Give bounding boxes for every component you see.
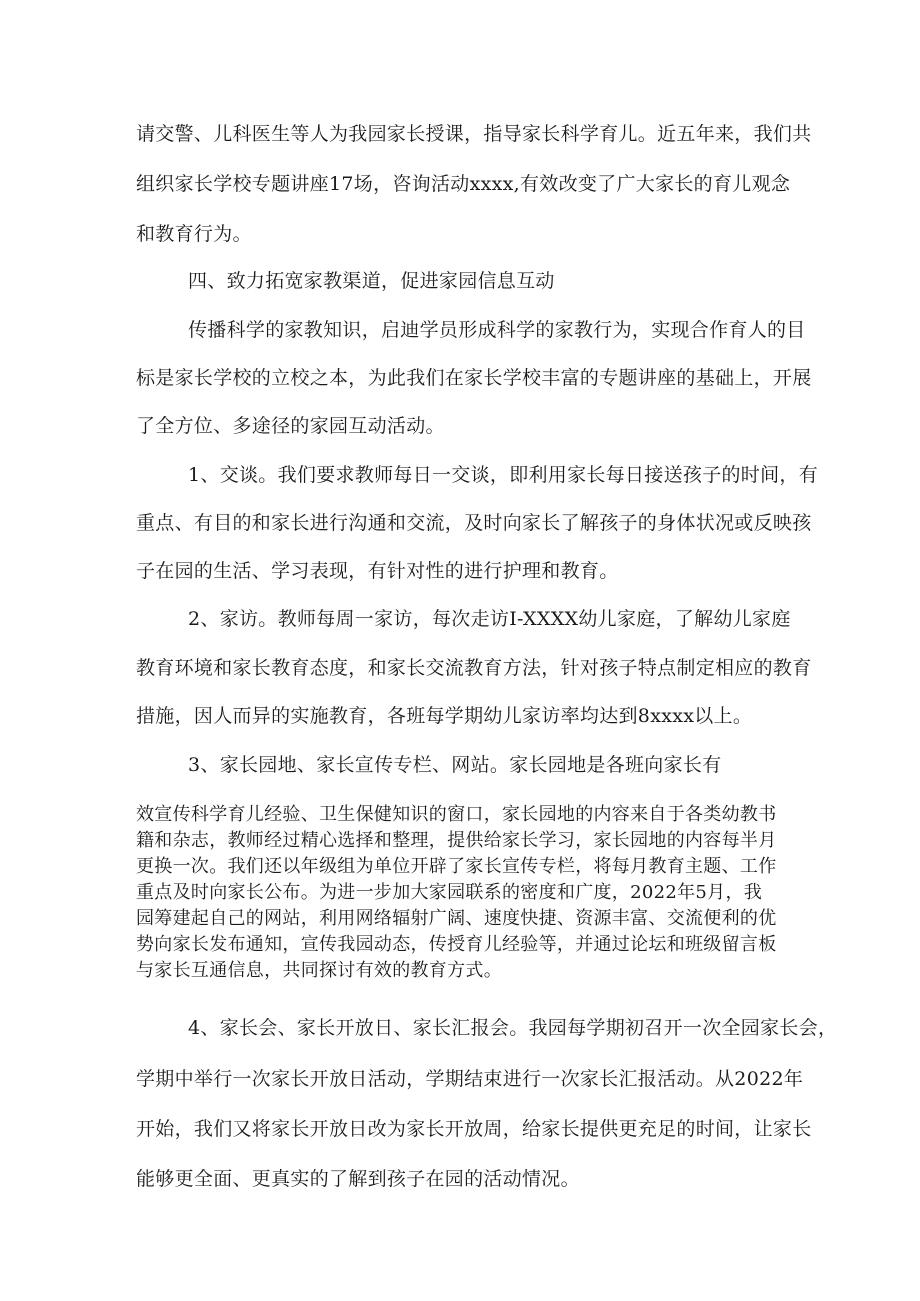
text-line: 子在园的生活、学习表现，有针对性的进行护理和教育。 — [136, 560, 619, 582]
text-line: 更换一次。我们还以年级组为单位开辟了家长宣传专栏，将每月教育主题、工作 — [136, 856, 777, 877]
text-line: 措施，因人而异的实施教育，各班每学期幼儿家访率均达到8xxxx以上。 — [136, 705, 753, 727]
text-line: 效宣传科学育儿经验、卫生保健知识的窗口，家长园地的内容来自于各类幼教书 — [136, 804, 777, 825]
text-line: 开始，我们又将家长开放日改为家长开放周，给家长提供更充足的时间，让家长 — [136, 1118, 812, 1140]
text-line: 传播科学的家教知识，启迪学员形成科学的家教行为，实现合作育人的目 — [188, 319, 806, 341]
text-line: 学期中举行一次家长开放日活动，学期结束进行一次家长汇报活动。从2022年 — [136, 1068, 804, 1090]
text-line: 2、家访。教师每周一家访，每次走访I-XXXX幼儿家庭，了解幼儿家庭 — [188, 608, 791, 630]
text-line: 标是家长学校的立校之本，为此我们在家长学校丰富的专题讲座的基础上，开展 — [136, 367, 812, 389]
text-line: 籍和杂志，教师经过精心选择和整理，提供给家长学习，家长园地的内容每半月 — [136, 830, 777, 851]
text-line: 重点及时向家长公布。为进一步加大家园联系的密度和广度，2022年5月，我 — [136, 882, 763, 903]
text-line: 园筹建起自己的网站，利用网络辐射广阔、速度快捷、资源丰富、交流便利的优 — [136, 908, 777, 929]
text-line: 4、家长会、家长开放日、家长汇报会。我园每学期初召开一次全园家长会， — [188, 1017, 838, 1039]
text-line: 能够更全面、更真实的了解到孩子在园的活动情况。 — [136, 1168, 580, 1190]
text-line: 势向家长发布通知，宣传我园动态，传授育儿经验等，并通过论坛和班级留言板 — [136, 934, 777, 955]
text-line: 重点、有目的和家长进行沟通和交流，及时向家长了解孩子的身体状况或反映孩 — [136, 512, 812, 534]
text-line: 与家长互通信息，共同探讨有效的教育方式。 — [136, 960, 502, 981]
text-line: 3、家长园地、家长宣传专栏、网站。家长园地是各班向家长有 — [188, 754, 722, 776]
text-line: 和教育行为。 — [136, 223, 252, 245]
section-heading: 四、致力拓宽家教渠道，促进家园信息互动 — [188, 270, 555, 292]
text-line: 1、交谈。我们要求教师每日一交谈，即利用家长每日接送孩子的时间，有 — [188, 464, 818, 486]
text-line: 教育环境和家长教育态度，和家长交流教育方法，针对孩子特点制定相应的教育 — [136, 657, 812, 679]
text-line: 了全方位、多途径的家园互动活动。 — [136, 415, 445, 437]
text-line: 请交警、儿科医生等人为我园家长授课，指导家长科学育儿。近五年来，我们共 — [136, 123, 812, 145]
text-line: 组织家长学校专题讲座17场，咨询活动xxxx,有效改变了广大家长的育儿观念 — [136, 173, 791, 195]
